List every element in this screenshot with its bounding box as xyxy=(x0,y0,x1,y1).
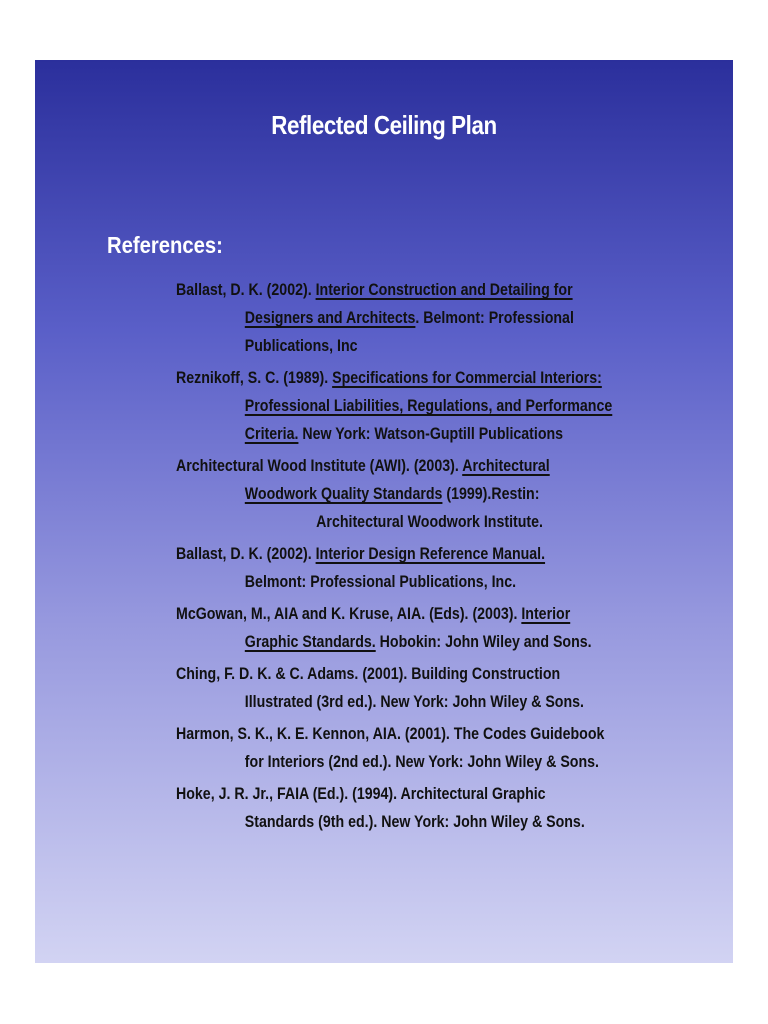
reference-line xyxy=(176,628,658,656)
reference-author-year: Reznikoff, S. C. (1989). xyxy=(176,369,333,387)
references-list xyxy=(176,276,658,840)
reference-item xyxy=(176,452,658,536)
reference-item xyxy=(176,660,658,716)
reference-item xyxy=(176,720,658,776)
reference-title: Specifications for Commercial Interiors: xyxy=(332,369,602,387)
slide-title: Reflected Ceiling Plan xyxy=(271,110,497,140)
reference-line xyxy=(176,276,658,304)
reference-item xyxy=(176,600,658,656)
reference-item xyxy=(176,540,658,596)
reference-line: Standards (9th ed.). New York: John Wiley & Sons. xyxy=(244,813,585,831)
reference-title: Designers and Architects xyxy=(244,309,416,327)
reference-publisher: . Belmont: Professional xyxy=(415,309,574,327)
reference-line xyxy=(176,364,658,392)
reference-line xyxy=(176,392,658,420)
reference-title: Architectural xyxy=(462,457,550,475)
reference-item xyxy=(176,364,658,448)
reference-line: for Interiors (2nd ed.). New York: John Wiley & Sons. xyxy=(244,753,599,771)
reference-author-year: Architectural Wood Institute (AWI). (2003). xyxy=(176,457,463,475)
reference-title: Professional Liabilities, Regulations, and Performance xyxy=(244,397,613,415)
reference-line xyxy=(176,304,658,332)
reference-author-year: Ballast, D. K. (2002). xyxy=(176,281,316,299)
reference-line: Ching, F. D. K. & C. Adams. (2001). Building Construction xyxy=(176,665,561,683)
reference-line xyxy=(176,420,658,448)
reference-title: Interior Design Reference Manual. xyxy=(315,545,546,563)
reference-line: Publications, Inc xyxy=(244,337,358,355)
reference-author-year: Ballast, D. K. (2002). xyxy=(176,545,316,563)
reference-line xyxy=(176,600,658,628)
reference-item xyxy=(176,780,658,836)
reference-line xyxy=(176,452,658,480)
reference-line: Belmont: Professional Publications, Inc. xyxy=(244,573,517,591)
reference-line: Architectural Woodwork Institute. xyxy=(316,513,543,531)
reference-publisher: (1999).Restin: xyxy=(442,485,540,503)
reference-author-year: McGowan, M., AIA and K. Kruse, AIA. (Eds). (2003). xyxy=(176,605,522,623)
reference-title: Woodwork Quality Standards xyxy=(244,485,443,503)
references-heading: References: xyxy=(107,232,223,258)
reference-publisher: Hobokin: John Wiley and Sons. xyxy=(375,633,592,651)
reference-title: Interior xyxy=(521,605,571,623)
reference-line xyxy=(176,480,658,508)
reference-line: Harmon, S. K., K. E. Kennon, AIA. (2001). The Codes Guidebook xyxy=(176,725,605,743)
reference-item xyxy=(176,276,658,360)
slide xyxy=(35,60,733,963)
reference-title: Interior Construction and Detailing for xyxy=(315,281,573,299)
reference-line: Illustrated (3rd ed.). New York: John Wiley & Sons. xyxy=(244,693,584,711)
reference-title: Criteria. xyxy=(244,425,299,443)
reference-publisher: New York: Watson-Guptill Publications xyxy=(298,425,564,443)
reference-title: Graphic Standards. xyxy=(244,633,376,651)
reference-line: Hoke, J. R. Jr., FAIA (Ed.). (1994). Architectural Graphic xyxy=(176,785,546,803)
reference-line xyxy=(176,540,658,568)
